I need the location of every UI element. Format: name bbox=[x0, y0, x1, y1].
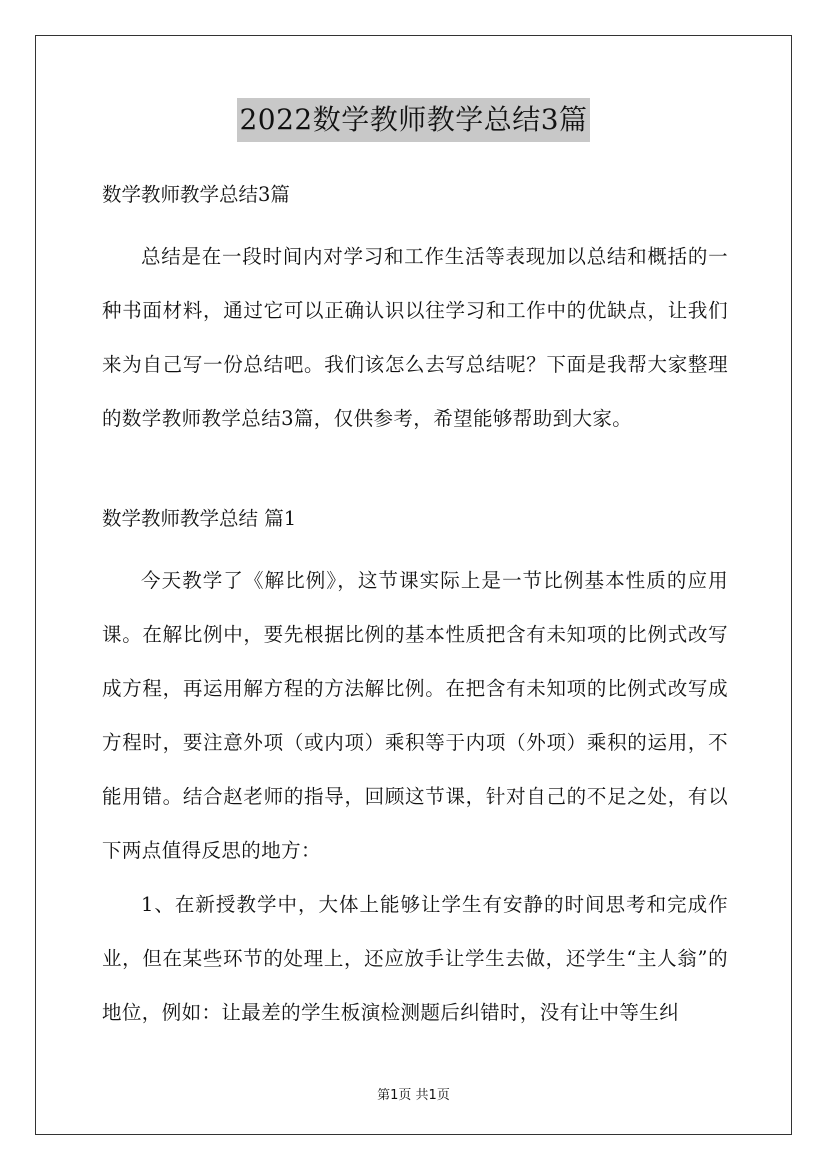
section-title: 数学教师教学总结 篇1 bbox=[102, 507, 297, 530]
intro-paragraph: 总结是在一段时间内对学习和工作生活等表现加以总结和概括的一种书面材料，通过它可以正确认识以往学习和工作中的优缺点，让我们来为自己写一份总结吧。我们该怎么去写总结呢？下面是我帮大家整理的数学教师教学总结3篇，仅供参考，希望能够帮助到大家。 bbox=[102, 245, 728, 430]
page-footer: 第1页 共1页 bbox=[377, 1088, 450, 1103]
document-body bbox=[102, 176, 728, 1040]
title-wrap bbox=[0, 98, 827, 142]
document-subtitle: 数学教师教学总结3篇 bbox=[102, 183, 290, 206]
section-paragraph-2: 1、在新授教学中，大体上能够让学生有安静的时间思考和完成作业，但在某些环节的处理上，还应放手让学生去做，还学生“主人翁”的地位，例如：让最差的学生板演检测题后纠错时，没有让中等生纠 bbox=[102, 893, 728, 1024]
section-paragraph-1: 今天教学了《解比例》，这节课实际上是一节比例基本性质的应用课。在解比例中，要先根据比例的基本性质把含有未知项的比例式改写成方程，再运用解方程的方法解比例。在把含有未知项的比例式改写成方程时，要注意外项（或内项）乘积等于内项（外项）乘积的运用，不能用错。结合赵老师的指导，回顾这节课，针对自己的不足之处，有以下两点值得反思的地方： bbox=[102, 569, 728, 862]
document-title: 2022数学教师教学总结3篇 bbox=[237, 98, 589, 142]
